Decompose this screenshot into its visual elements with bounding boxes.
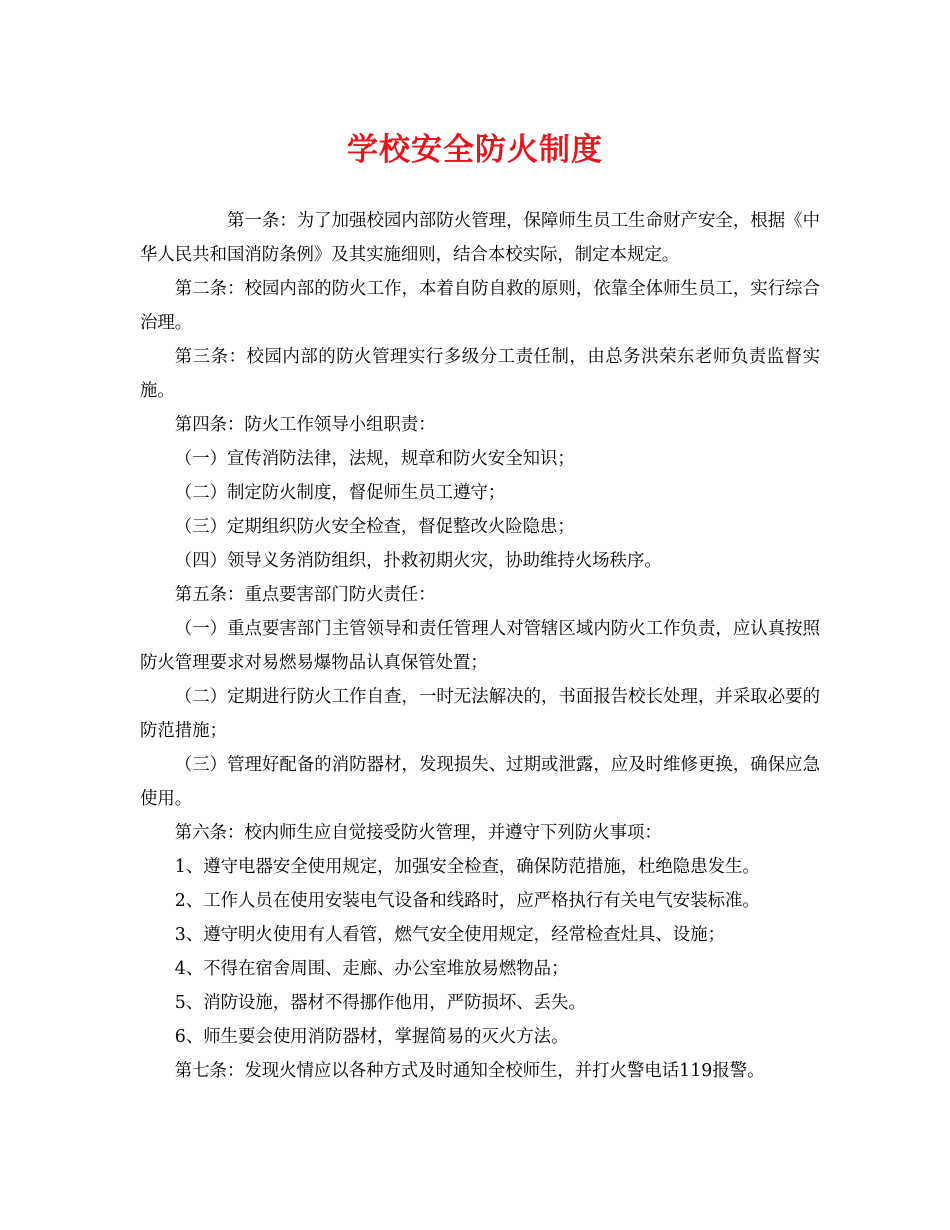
list-item-article-6-6: 6、师生要会使用消防器材，掌握简易的灭火方法。 <box>174 1027 569 1047</box>
document-title: 学校安全防火制度 <box>347 132 603 168</box>
paragraph-article-3: 第三条：校园内部的防火管理实行多级分工责任制，由总务洪荣东老师负责监督实施。 <box>140 347 820 401</box>
list-item-article-6-3: 3、遵守明火使用有人看管，燃气安全使用规定，经常检查灶具、设施； <box>174 925 725 945</box>
paragraph-article-4: 第四条：防火工作领导小组职责： <box>174 415 436 435</box>
list-item-article-6-5: 5、消防设施，器材不得挪作他用，严防损坏、丢失。 <box>174 993 586 1013</box>
paragraph-article-1: 第一条：为了加强校园内部防火管理，保障师生员工生命财产安全，根据《中华人民共和国消防条例》及其实施细则，结合本校实际，制定本规定。 <box>140 211 820 265</box>
document-body <box>140 204 820 1088</box>
list-item-article-4-2: （二）制定防火制度，督促师生员工遵守； <box>174 483 506 503</box>
paragraph-article-7: 第七条：发现火情应以各种方式及时通知全校师生，并打火警电话119报警。 <box>174 1061 765 1081</box>
paragraph-article-2: 第二条：校园内部的防火工作，本着自防自救的原则，依靠全体师生员工，实行综合治理。 <box>140 279 820 333</box>
list-item-article-4-4: （四）领导义务消防组织，扑救初期火灾，协助维持火场秩序。 <box>174 551 662 571</box>
list-item-article-5-1: （一）重点要害部门主管领导和责任管理人对管辖区域内防火工作负责，应认真按照防火管理要求对易燃易爆物品认真保管处置； <box>140 619 820 673</box>
paragraph-article-5: 第五条：重点要害部门防火责任： <box>174 585 436 605</box>
list-item-article-6-2: 2、工作人员在使用安装电气设备和线路时，应严格执行有关电气安装标准。 <box>174 891 760 911</box>
list-item-article-5-3: （三）管理好配备的消防器材，发现损失、过期或泄露，应及时维修更换，确保应急使用。 <box>140 755 820 809</box>
list-item-article-6-1: 1、遵守电器安全使用规定，加强安全检查，确保防范措施，杜绝隐患发生。 <box>174 857 760 877</box>
list-item-article-6-4: 4、不得在宿舍周围、走廊、办公室堆放易燃物品； <box>174 959 569 979</box>
paragraph-article-6: 第六条：校内师生应自觉接受防火管理，并遵守下列防火事项： <box>174 823 662 843</box>
list-item-article-5-2: （二）定期进行防火工作自查，一时无法解决的，书面报告校长处理，并采取必要的防范措施； <box>140 687 820 741</box>
list-item-article-4-1: （一）宣传消防法律，法规，规章和防火安全知识； <box>174 449 575 469</box>
list-item-article-4-3: （三）定期组织防火安全检查，督促整改火险隐患； <box>174 517 575 537</box>
